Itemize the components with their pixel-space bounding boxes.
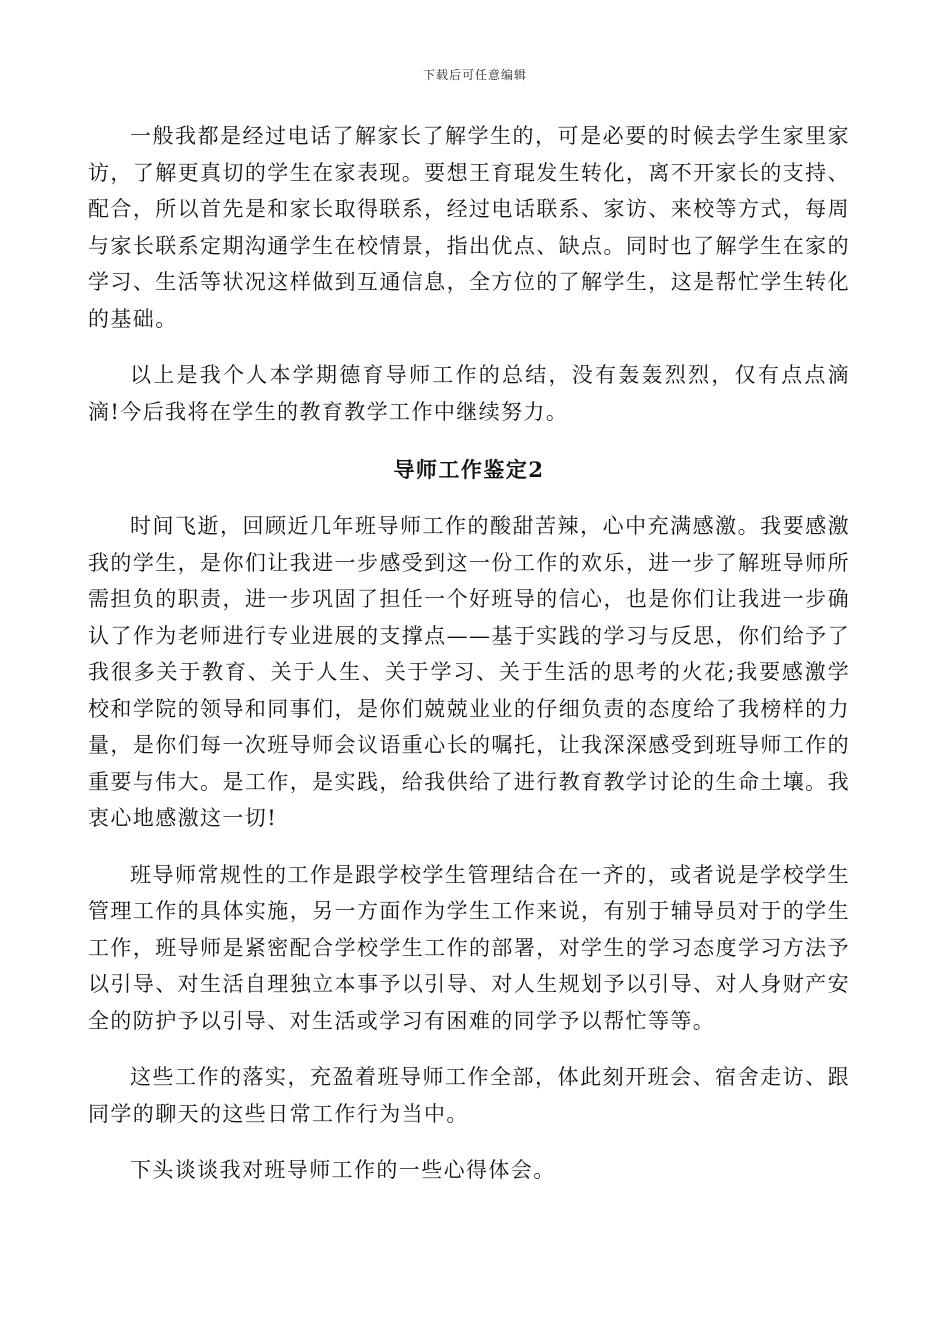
page-header-note: 下载后可任意编辑 — [422, 68, 527, 82]
paragraph-home-visits: 一般我都是经过电话了解家长了解学生的，可是必要的时候去学生家里家访，了解更真切的学生在家表现。要想王育琨发生转化，离不开家长的支持、配合，所以首先是和家长取得联系，经过电话联系、家访、来校等方式，每周与家长联系定期沟通学生在校情景，指出优点、缺点。同时也了解学生在家的学习、生活等状况这样做到互通信息，全方位的了解学生，这是帮忙学生转化的基础。 — [88, 124, 850, 331]
paragraph-routine-work: 班导师常规性的工作是跟学校学生管理结合在一齐的，或者说是学校学生管理工作的具体实施，另一方面作为学生工作来说，有别于辅导员对于的学生工作，班导师是紧密配合学校学生工作的部署，对学生的学习态度学习方法予以引导、对生活自理独立本事予以引导、对人生规划予以引导、对人身财产安全的防护予以引导、对生活或学习有困难的同学予以帮忙等等。 — [88, 862, 850, 1033]
document-body — [88, 118, 850, 1189]
paragraph-experience-intro: 下头谈谈我对班导师工作的一些心得体会。 — [130, 1158, 556, 1182]
section-heading: 导师工作鉴定2 — [393, 457, 545, 482]
paragraph-summary-conclusion: 以上是我个人本学期德育导师工作的总结，没有轰轰烈烈，仅有点点滴滴!今后我将在学生的教育教学工作中继续努力。 — [88, 363, 850, 424]
paragraph-implementation: 这些工作的落实，充盈着班导师工作全部，体此刻开班会、宿舍走访、跟同学的聊天的这些日常工作行为当中。 — [88, 1065, 850, 1126]
paragraph-gratitude: 时间飞逝，回顾近几年班导师工作的酸甜苦辣，心中充满感激。我要感激我的学生，是你们让我进一步感受到这一份工作的欢乐，进一步了解班导师所需担负的职责，进一步巩固了担任一个好班导的信心，也是你们让我进一步确认了作为老师进行专业进展的支撑点——基于实践的学习与反思，你们给予了我很多关于教育、关于人生、关于学习、关于生活的思考的火花;我要感激学校和学院的领导和同事们，是你们兢兢业业的仔细负责的态度给了我榜样的力量，是你们每一次班导师会议语重心长的嘱托，让我深深感受到班导师工作的重要与伟大。是工作，是实践，给我供给了进行教育教学讨论的生命土壤。我衷心地感激这一切! — [88, 514, 850, 830]
